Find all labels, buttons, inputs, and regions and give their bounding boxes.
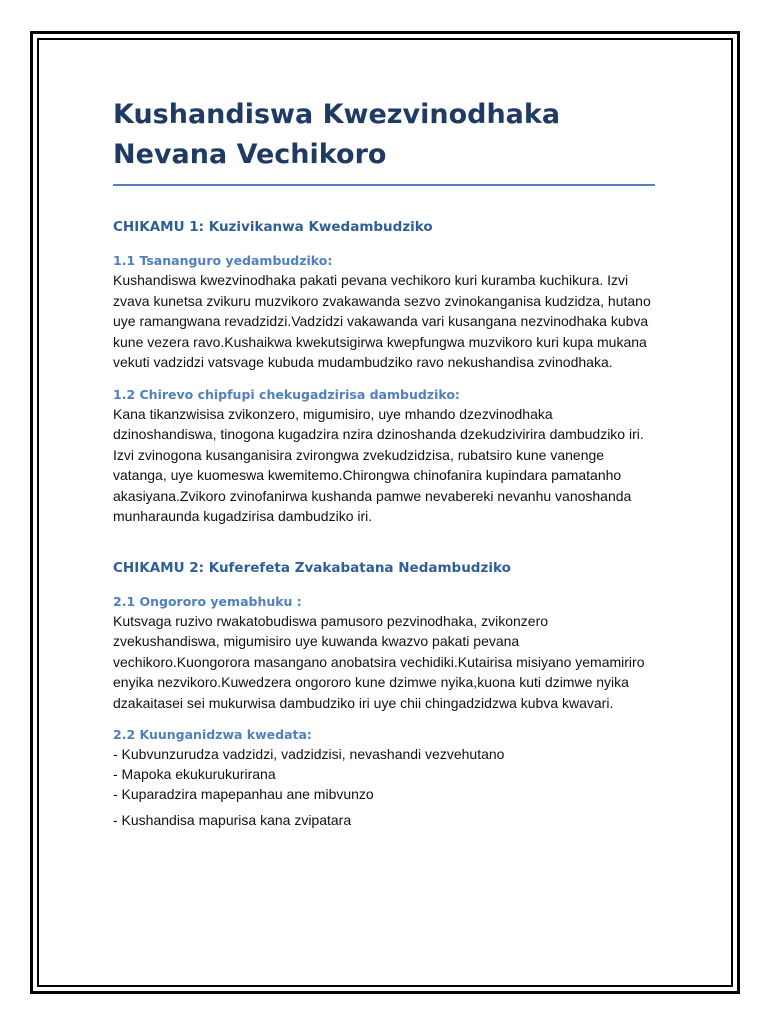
section-2-1-text: Kutsvaga ruzivo rwakatobudiswa pamusoro pezvinodhaka, zvikonzero zvekushandiswa, migumisiro uye kuwanda kwazvo pakati pevana vechikoro.Kuongorora masangano anobatsira vechidiki.Kutairisa misiyano yemamiriro enyika nezvikoro.Kuwedzera ongororo kune dzimwe nyika,kuona kuti dzimwe nyika dzakaitasei sei mukurwisa dambudziko iri uye chii chingadzidzwa kubva kwavari.: [113, 612, 645, 711]
list-item: - Kubvunzurudza vadzidzi, vadzidzisi, nevashandi vezvehutano: [113, 746, 505, 762]
list-item: - Mapoka ekukurukurirana: [113, 766, 276, 782]
list-item: - Kuparadzira mapepanhau ane mibvunzo: [113, 786, 374, 802]
document-title: Kushandiswa Kwezvinodhaka Nevana Vechikoro: [113, 95, 655, 186]
section-1-1-text: Kushandiswa kwezvinodhaka pakati pevana vechikoro kuri kuramba kuchikura. Izvi zvava kunetsa zvikuru muzvikoro zvakawanda sezvo zvinokanganisa kudzidza, hutano uye ramangwana revadzidzi.Vadzidzi vakawanda vari kusangana nezvinodhaka kubva kune vezera ravo.Kushaikwa kwekutsigirwa kwepfungwa muzvikoro kuri kupa mukana vekuti vadzidzi vatsvage kubuda mudambudziko ravo nekushandisa zvinodhaka.: [113, 272, 651, 370]
data-collection-list: [113, 744, 655, 804]
list-item-extra: - Kushandisa mapurisa kana zvipatara: [113, 812, 352, 828]
section-1-2-heading: 1.2 Chirevo chipfupi chekugadzirisa dambudziko:: [113, 386, 460, 402]
chapter-2-heading: CHIKAMU 2: Kuferefeta Zvakabatana Nedambudziko: [113, 559, 511, 576]
section-2-2-heading: 2.2 Kuunganidzwa kwedata:: [113, 727, 312, 742]
section-1-1-heading: 1.1 Tsananguro yedambudziko:: [113, 253, 333, 268]
section-1-2-text: Kana tikanzwisisa zvikonzero, migumisiro, uye mhando dzezvinodhaka dzinoshandiswa, tinogona kugadzira nzira dzinoshanda dzekudzivirira dambudziko iri. Izvi zvinogona kusanganisira zvirongwa zvekudzidzisa, rubatsiro kune vanenge vatanga, uye kuomeswa kwemitemo.Chirongwa chinofanira kupindara pamatanho akasiyana.Zvikoro zvinofanirwa kushanda pamwe nevabereki nevanhu vanoshanda munharaunda kugadzirisa dambudziko iri.: [113, 405, 644, 524]
document-body: [113, 95, 655, 831]
section-2-1-heading: 2.1 Ongororo yemabhuku :: [113, 593, 302, 609]
chapter-1-heading: CHIKAMU 1: Kuzivikanwa Kwedambudziko: [113, 219, 433, 235]
